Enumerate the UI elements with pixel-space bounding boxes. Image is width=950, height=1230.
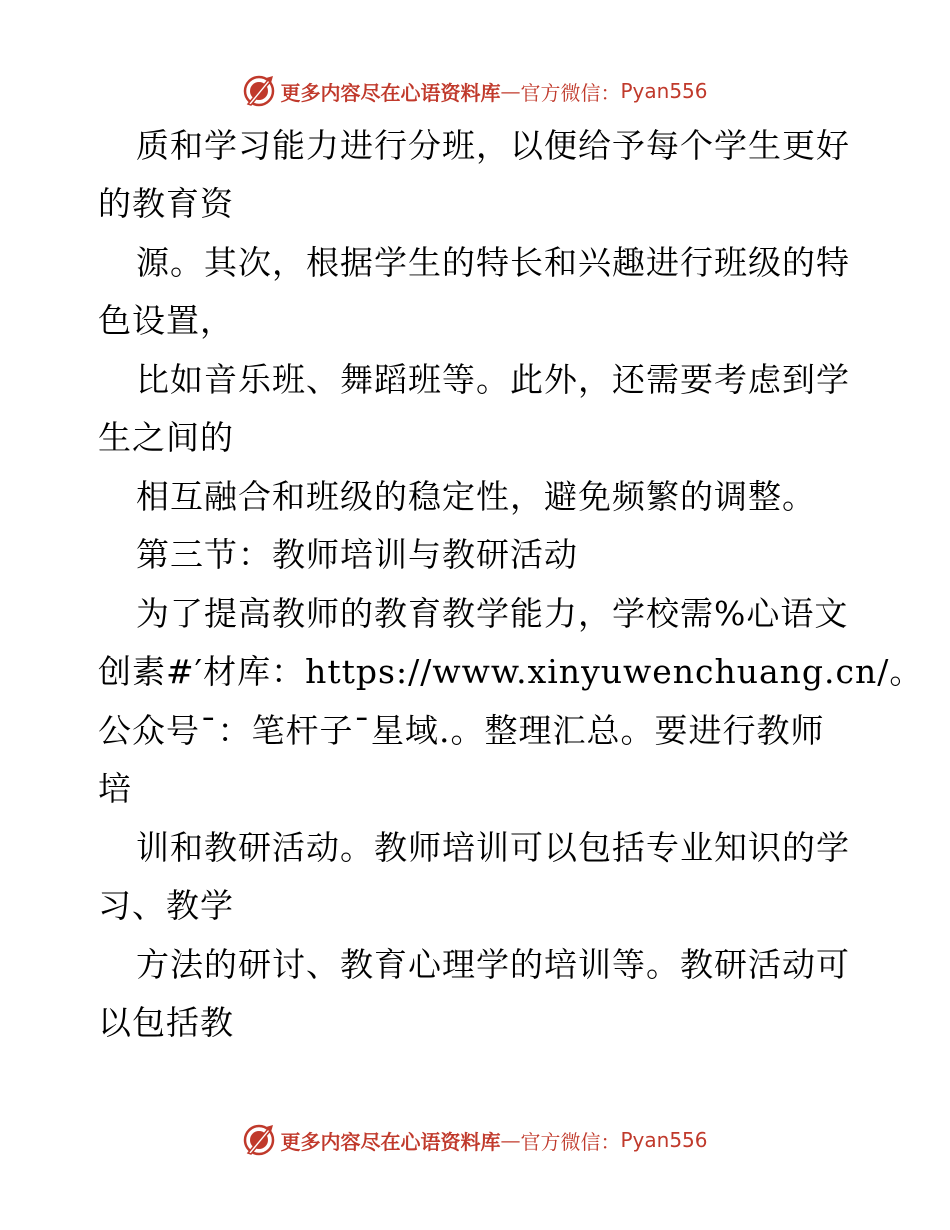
quill-logo-icon	[242, 74, 276, 108]
watermark-site-text: 更多内容尽在心语资料库	[280, 1129, 501, 1154]
watermark-contact-id: Pyan556	[620, 1128, 708, 1152]
quill-logo-icon	[242, 1123, 276, 1157]
text-line: 创素#′材库：https://www.xinyuwenchuang.cn/。	[98, 652, 924, 691]
watermark-site-text: 更多内容尽在心语资料库	[280, 80, 501, 105]
text-line: 习、教学	[98, 886, 234, 925]
text-line: 质和学习能力进行分班，以便给予每个学生更好	[136, 126, 850, 165]
text-line: 色设置，	[98, 301, 234, 340]
footer-watermark	[0, 1120, 950, 1160]
text-line: 以包括教	[98, 1003, 234, 1042]
text-line: 培	[98, 769, 132, 808]
watermark-contact-label: 官方微信：	[520, 1129, 621, 1154]
text-line: 源。其次，根据学生的特长和兴趣进行班级的特	[136, 243, 850, 282]
watermark-separator: —	[500, 79, 521, 103]
text-line: 生之间的	[98, 418, 234, 457]
text-line: 方法的研讨、教育心理学的培训等。教研活动可	[136, 945, 850, 984]
text-line: 训和教研活动。教师培训可以包括专业知识的学	[136, 828, 850, 867]
watermark-contact-label: 官方微信：	[520, 80, 621, 105]
section-heading: 第三节：教师培训与教研活动	[136, 535, 578, 574]
text-line: 为了提高教师的教育教学能力，学校需%心语文	[136, 594, 849, 633]
text-line: 公众号¯：笔杆子¯星域.。整理汇总。要进行教师	[98, 711, 825, 750]
header-watermark	[0, 71, 950, 111]
watermark-separator: —	[500, 1128, 521, 1152]
text-line: 比如音乐班、舞蹈班等。此外，还需要考虑到学	[136, 360, 850, 399]
watermark-contact-id: Pyan556	[620, 79, 708, 103]
text-line: 的教育资	[98, 184, 234, 223]
text-line: 相互融合和班级的稳定性，避免频繁的调整。	[136, 477, 816, 516]
